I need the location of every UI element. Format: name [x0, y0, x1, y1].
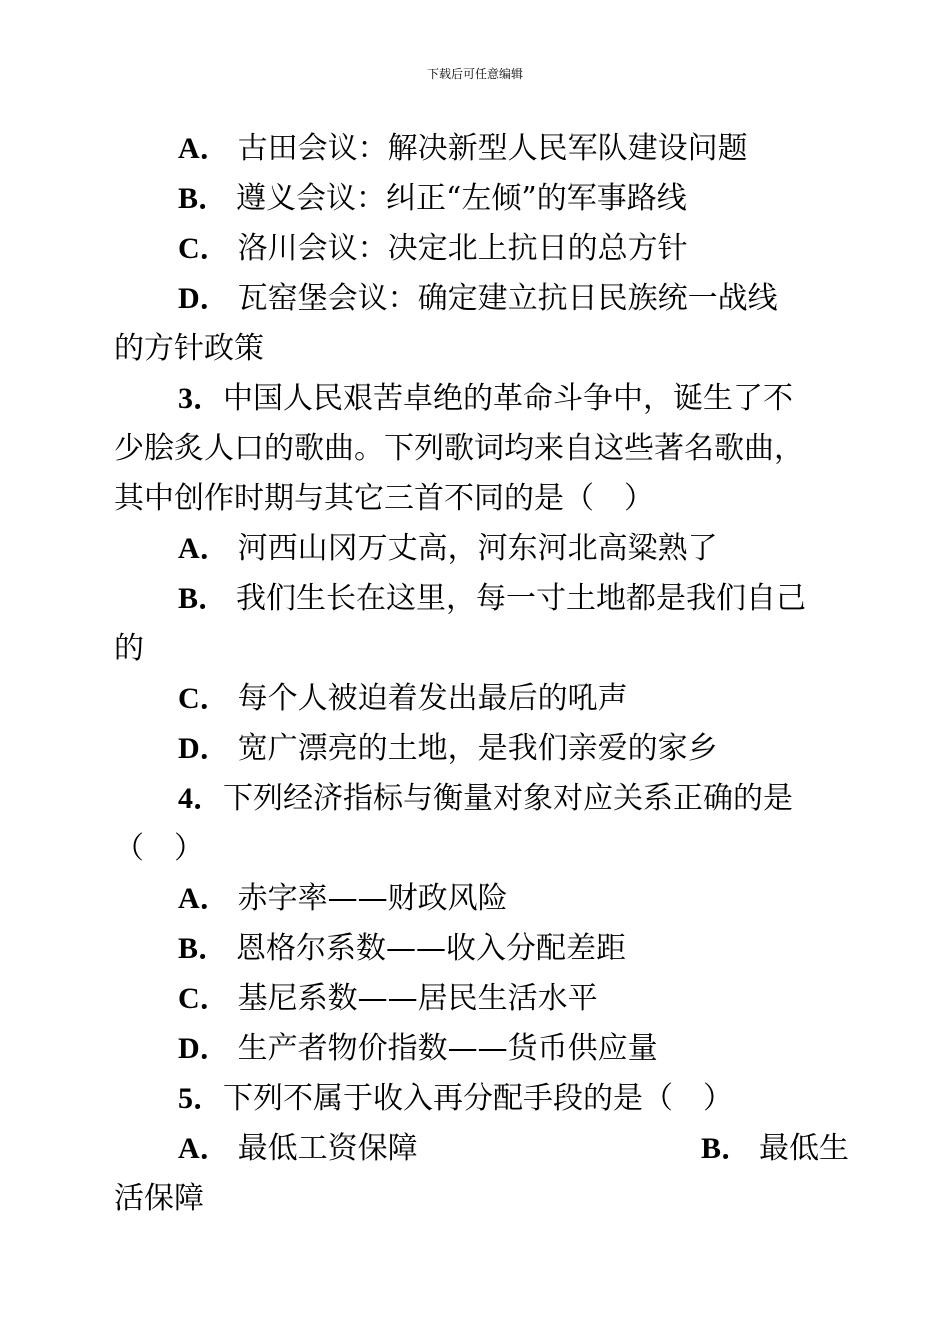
q3-stem-line-2: 少脍炙人口的歌曲。下列歌词均来自这些著名歌曲，: [114, 431, 804, 466]
q3-option-b: [114, 574, 849, 624]
q3-option-a: [114, 524, 849, 574]
q2-option-b: [114, 174, 849, 224]
option-text: 遵义会议：纠正“左倾”的军事路线: [236, 181, 687, 216]
option-label: A．: [178, 532, 230, 565]
option-label: C．: [178, 232, 230, 265]
q3-option-b-continuation: 的: [114, 631, 144, 666]
question-text: 下列不属于收入再分配手段的是（ ）: [223, 1081, 733, 1116]
option-label: D．: [178, 1032, 230, 1065]
q5-option-b: [701, 1124, 849, 1174]
question-number: 5．: [178, 1082, 223, 1115]
option-text: 赤字率——财政风险: [237, 881, 508, 916]
option-label: A．: [178, 882, 230, 915]
option-text: 洛川会议：决定北上抗日的总方针: [237, 231, 688, 266]
q4-stem-line-1: [114, 774, 849, 824]
q3-option-c: [114, 674, 849, 724]
question-number: 3．: [178, 382, 223, 415]
q2-option-d: [114, 274, 849, 324]
option-text: 宽广漂亮的土地，是我们亲爱的家乡: [237, 731, 718, 766]
option-text: 最低工资保障: [237, 1131, 418, 1166]
option-text: 瓦窑堡会议：确定建立抗日民族统一战线: [237, 281, 778, 316]
option-label: B．: [178, 182, 229, 215]
q3-option-d: [114, 724, 849, 774]
option-label: D．: [178, 732, 230, 765]
q2-option-a: [114, 124, 849, 174]
q5-option-b-continuation: 活保障: [114, 1181, 204, 1216]
option-label: C．: [178, 682, 230, 715]
option-label: B．: [700, 1132, 751, 1165]
option-label: C．: [178, 982, 230, 1015]
q2-option-d-continuation: 的方针政策: [114, 331, 264, 366]
option-text: 古田会议：解决新型人民军队建设问题: [237, 131, 748, 166]
q4-option-d: [114, 1024, 849, 1074]
option-label: B．: [178, 582, 229, 615]
option-text: 每个人被迫着发出最后的吼声: [237, 681, 628, 716]
option-text: 恩格尔系数——收入分配差距: [236, 931, 627, 966]
option-text: 最低生: [759, 1131, 849, 1166]
option-text: 生产者物价指数——货币供应量: [237, 1031, 658, 1066]
q4-stem-line-2: （ ）: [114, 831, 204, 866]
question-number: 4．: [178, 782, 223, 815]
q5-stem-line-1: [114, 1074, 849, 1124]
option-text: 河西山冈万丈高，河东河北高粱熟了: [237, 531, 718, 566]
option-text: 基尼系数——居民生活水平: [237, 981, 598, 1016]
page-header: 下载后可任意编辑: [426, 67, 523, 81]
q5-option-a: [178, 1124, 418, 1174]
question-text: 中国人民艰苦卓绝的革命斗争中，诞生了不: [223, 381, 793, 416]
question-text: 下列经济指标与衡量对象对应关系正确的是: [223, 781, 793, 816]
option-label: D．: [178, 282, 230, 315]
q2-option-c: [114, 224, 849, 274]
option-label: A．: [178, 1132, 230, 1165]
option-label: A．: [178, 132, 230, 165]
q5-options-row: [114, 1124, 849, 1174]
document-body: [114, 124, 849, 1224]
q3-stem-line-3: 其中创作时期与其它三首不同的是（ ）: [114, 481, 654, 516]
q4-option-c: [114, 974, 849, 1024]
option-label: B．: [178, 932, 229, 965]
q3-stem-line-1: [114, 374, 849, 424]
q4-option-a: [114, 874, 849, 924]
q4-option-b: [114, 924, 849, 974]
option-text: 我们生长在这里，每一寸土地都是我们自己: [236, 581, 807, 616]
